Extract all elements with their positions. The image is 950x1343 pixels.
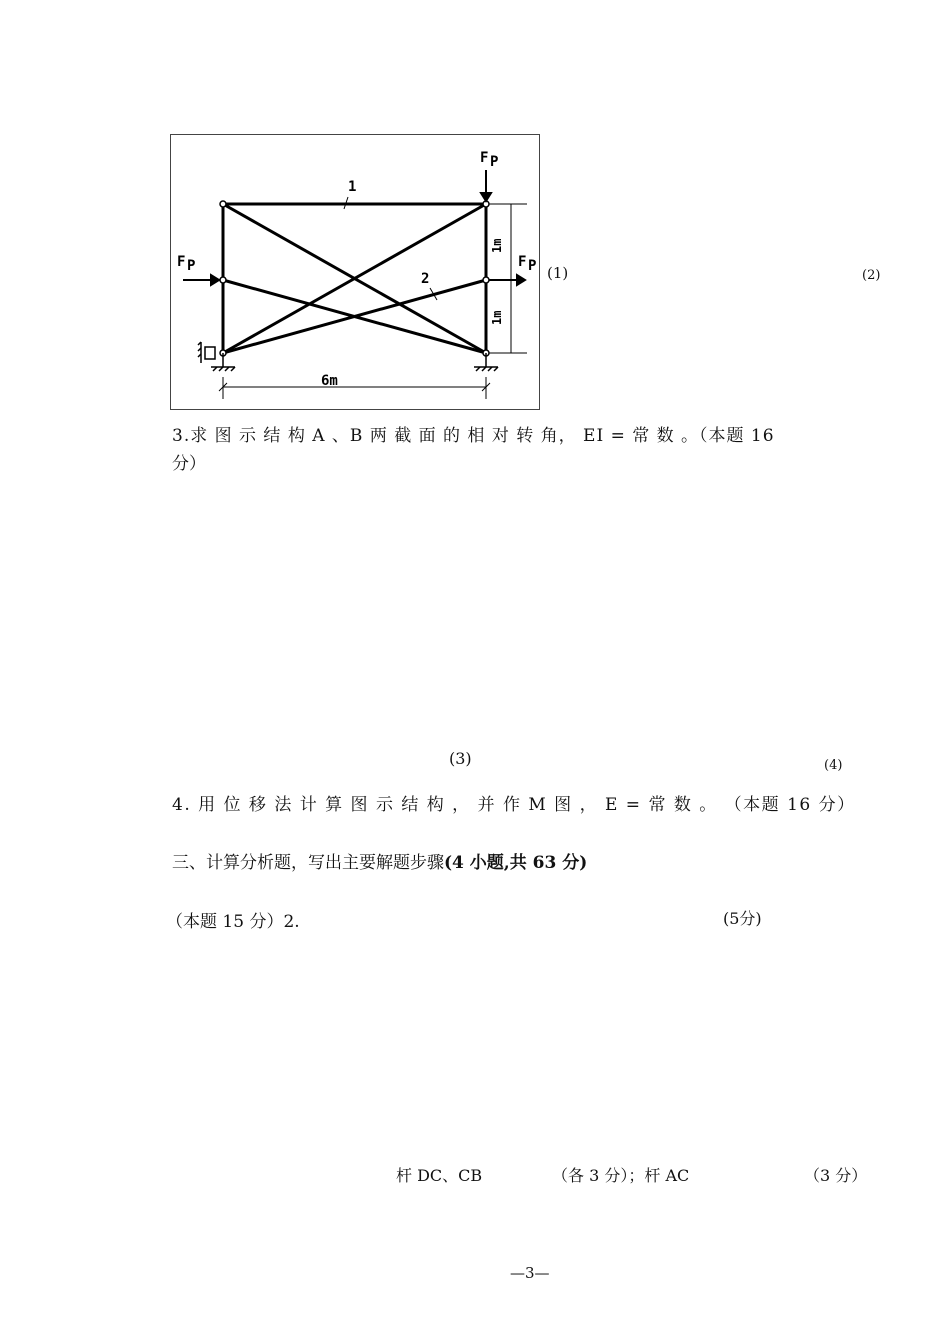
page-number: —3— [510, 1264, 550, 1282]
question-4: 4. 用 位 移 法 计 算 图 示 结 构 ， 并 作 M 图 ， E = 常 数 。 （本题 16 分） [172, 795, 856, 815]
question-3-line-2: 分） [172, 454, 206, 474]
load-label-left: F [177, 254, 186, 270]
section-3-prefix: 三、计算分析题，写出主要解题步骤 [172, 853, 444, 873]
dimension-lines [219, 204, 527, 399]
load-subscript-left: P [187, 258, 196, 274]
answer-score-1: （各 3 分）；杆 AC [552, 1166, 690, 1185]
mark-2: (2) [862, 268, 881, 283]
right-support [474, 353, 498, 371]
item-2: （本题 15 分）2. [166, 912, 300, 932]
truss-figure [170, 134, 540, 410]
dim-upper-label: 1m [490, 238, 504, 253]
question-3-line-1: 3.求 图 示 结 构 A 、B 两 截 面 的 相 对 转 角， EI = 常 数 。（本题 16 [172, 426, 775, 446]
truss-diagram [171, 135, 540, 410]
section-3-heading [172, 848, 587, 873]
answer-bars: 杆 DC、CB [396, 1166, 483, 1185]
mark-3: (3) [449, 749, 472, 768]
mark-1: (1) [547, 264, 569, 282]
load-label-top: F [480, 150, 489, 166]
load-subscript-right: P [528, 258, 537, 274]
load-label-right: F [518, 254, 527, 270]
left-support [198, 342, 235, 371]
dim-lower-label: 1m [490, 310, 504, 325]
mark-4: (4) [824, 758, 843, 773]
dim-bottom-label: 6m [321, 373, 338, 389]
load-subscript-top: P [490, 154, 499, 170]
section-3-count: (4 小题,共 63 分) [444, 853, 588, 873]
answer-score-2: （3 分） [804, 1166, 868, 1185]
mark-5: (5分) [723, 909, 762, 928]
member-1-label: 1 [348, 179, 357, 195]
member-2-label: 2 [421, 271, 430, 287]
